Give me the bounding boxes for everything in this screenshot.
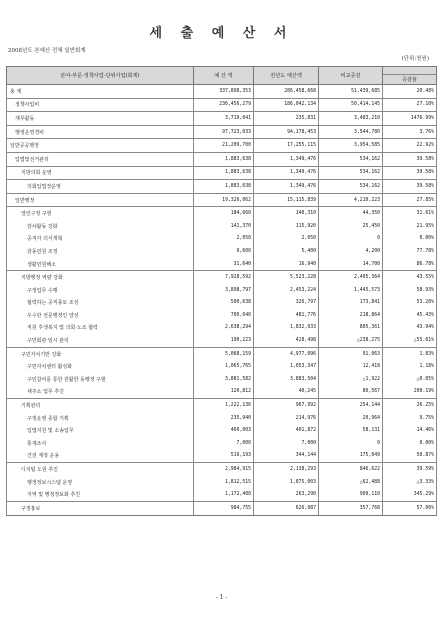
row-label: 구정업무 수행 (27, 287, 58, 294)
row-budget: 337,898,353 (194, 85, 254, 99)
row-rate: 9.75% (383, 412, 437, 425)
row-budget: 3,719,041 (194, 112, 254, 126)
table-row (7, 245, 437, 258)
row-label-cell (7, 309, 194, 322)
row-budget: 500,638 (194, 297, 254, 310)
row-budget: 2,050 (194, 233, 254, 246)
table-row (7, 220, 437, 233)
row-label-cell (7, 166, 194, 180)
row-diff: 357,768 (319, 502, 383, 516)
table-row (7, 85, 437, 99)
row-label: 공직자 의식개혁 (27, 236, 63, 243)
table-row (7, 437, 437, 450)
header-budget: 예 산 액 (194, 67, 254, 85)
row-budget: 236,456,279 (194, 98, 254, 112)
row-rate: 39.58% (383, 152, 437, 166)
row-rate: 57.06% (383, 502, 437, 516)
row-prev-budget: 1,053,347 (254, 360, 319, 373)
table-row (7, 152, 437, 166)
document-title: 세 출 예 산 서 (149, 26, 294, 41)
row-label: 입법지원 및 소송업무 (27, 428, 74, 435)
row-label-cell (7, 180, 194, 194)
row-rate: 43.94% (383, 322, 437, 335)
row-budget: 7,928,592 (194, 271, 254, 284)
row-label-cell (7, 463, 194, 476)
row-budget: 3,898,797 (194, 284, 254, 297)
row-label-cell (7, 399, 194, 412)
row-diff: 4,200 (319, 245, 383, 258)
row-budget: 1,172,400 (194, 488, 254, 501)
row-prev-budget: 1,349,476 (254, 166, 319, 180)
row-rate: 0.00% (383, 233, 437, 246)
row-label-cell (7, 193, 194, 207)
row-diff: 534,162 (319, 180, 383, 194)
row-diff: 58,131 (319, 424, 383, 437)
row-rate: 86.78% (383, 258, 437, 271)
table-row (7, 386, 437, 399)
table-header (7, 67, 437, 85)
row-label: 구민참여를 통한 원활한 동행정 구현 (27, 376, 106, 383)
row-label-cell (7, 139, 194, 153)
table-row (7, 476, 437, 489)
table-row (7, 98, 437, 112)
row-prev-budget: 40,245 (254, 386, 319, 399)
row-budget: 984,755 (194, 502, 254, 516)
table-row (7, 180, 437, 194)
row-label-cell (7, 476, 194, 489)
row-label-cell (7, 412, 194, 425)
row-label-cell (7, 297, 194, 310)
row-label-cell (7, 347, 194, 360)
row-diff: 80,567 (319, 386, 383, 399)
row-prev-budget: 263,290 (254, 488, 319, 501)
row-prev-budget: 2,138,293 (254, 463, 319, 476)
row-rate: 1.18% (383, 360, 437, 373)
row-label: 정책사업비 (15, 102, 40, 109)
row-diff: 175,049 (319, 450, 383, 463)
row-rate: 27.85% (383, 193, 437, 207)
row-prev-budget: 481,776 (254, 309, 319, 322)
row-label-cell (7, 258, 194, 271)
table-row (7, 207, 437, 220)
row-diff: 50,414,145 (319, 98, 383, 112)
row-prev-budget: 401,872 (254, 424, 319, 437)
row-diff: 4,210,223 (319, 193, 383, 207)
unit-label: (단위:천원) (401, 56, 429, 62)
row-diff: △238,275 (319, 334, 383, 347)
row-budget: 1,883,638 (194, 166, 254, 180)
row-prev-budget: 140,310 (254, 207, 319, 220)
row-diff: 1,445,573 (319, 284, 383, 297)
row-label: 협력하는 공직풍토 조성 (27, 300, 79, 307)
document-subtitle: 2008년도 본예산 전체 일반회계 (8, 48, 86, 54)
row-label-cell (7, 245, 194, 258)
row-label-cell (7, 207, 194, 220)
table-row (7, 297, 437, 310)
row-budget: 1,065,765 (194, 360, 254, 373)
row-label-cell (7, 98, 194, 112)
row-label-cell (7, 424, 194, 437)
row-diff: 91,063 (319, 347, 383, 360)
row-diff: 534,162 (319, 152, 383, 166)
row-rate: 20.48% (383, 85, 437, 99)
row-label: 생활민원해소 (27, 261, 56, 268)
row-diff: 51,439,685 (319, 85, 383, 99)
row-label-cell (7, 437, 194, 450)
row-label: 구민자치기반 강화 (21, 351, 62, 358)
row-label: 총 계 (10, 88, 22, 95)
row-label: 우수한 전문행정인 양성 (27, 312, 79, 319)
row-label: 새주소 업무 추진 (27, 389, 64, 396)
table-row (7, 258, 437, 271)
row-prev-budget: 5,523,228 (254, 271, 319, 284)
row-prev-budget: 1,875,003 (254, 476, 319, 489)
row-prev-budget: 186,042,134 (254, 98, 319, 112)
row-prev-budget: 428,498 (254, 334, 319, 347)
row-budget: 190,223 (194, 334, 254, 347)
table-row (7, 424, 437, 437)
row-label: 지방의회 운영 (21, 170, 52, 177)
row-budget: 7,000 (194, 437, 254, 450)
row-rate: 39.58% (383, 180, 437, 194)
row-diff: 0 (319, 233, 383, 246)
table-row (7, 233, 437, 246)
row-rate: 345.29% (383, 488, 437, 501)
row-rate: 3.76% (383, 125, 437, 139)
row-diff: 534,162 (319, 166, 383, 180)
row-label: 행정정보시스템 운영 (27, 479, 73, 486)
header-rate-label: 증감율 (383, 74, 436, 83)
row-prev-budget: 16,940 (254, 258, 319, 271)
table-row (7, 334, 437, 347)
row-label: 일반공공행정 (10, 143, 39, 150)
table-row (7, 322, 437, 335)
row-prev-budget: 1,832,933 (254, 322, 319, 335)
row-label: 건전 재정 운용 (27, 453, 60, 460)
row-prev-budget: 2,453,224 (254, 284, 319, 297)
row-prev-budget: 1,349,476 (254, 152, 319, 166)
row-prev-budget: 235,831 (254, 112, 319, 126)
table-row (7, 412, 437, 425)
row-diff: 2,405,364 (319, 271, 383, 284)
row-prev-budget: 626,987 (254, 502, 319, 516)
row-label: 지방행정 역량 강화 (21, 275, 63, 282)
row-prev-budget: 344,144 (254, 450, 319, 463)
row-rate: 21.95% (383, 220, 437, 233)
row-label: 일반행정 (15, 197, 35, 204)
row-label-cell (7, 271, 194, 284)
row-rate: 58.93% (383, 284, 437, 297)
row-label-cell (7, 334, 194, 347)
row-diff: 218,864 (319, 309, 383, 322)
row-rate: 14.46% (383, 424, 437, 437)
table-row (7, 360, 437, 373)
row-diff: 909,110 (319, 488, 383, 501)
row-label: 디지털 노원 추진 (21, 467, 58, 474)
row-prev-budget: 3,883,504 (254, 373, 319, 386)
row-label: 통계조사 (27, 440, 47, 447)
budget-table (6, 66, 437, 516)
row-budget: 1,222,136 (194, 399, 254, 412)
row-budget: 460,003 (194, 424, 254, 437)
row-diff: 846,622 (319, 463, 383, 476)
row-rate: 27.10% (383, 98, 437, 112)
row-prev-budget: 94,178,453 (254, 125, 319, 139)
row-rate: △3.33% (383, 476, 437, 489)
row-diff: 44,350 (319, 207, 383, 220)
row-budget: 184,660 (194, 207, 254, 220)
row-prev-budget: 286,458,668 (254, 85, 319, 99)
table-body (7, 85, 437, 516)
header-rate (383, 67, 437, 85)
row-budget: 2,638,294 (194, 322, 254, 335)
row-label-cell (7, 322, 194, 335)
row-label-cell (7, 233, 194, 246)
row-diff: 254,144 (319, 399, 383, 412)
row-budget: 3,881,582 (194, 373, 254, 386)
row-label-cell (7, 85, 194, 99)
row-diff: △1,922 (319, 373, 383, 386)
row-rate: 26.25% (383, 399, 437, 412)
row-prev-budget: 214,976 (254, 412, 319, 425)
row-label-cell (7, 112, 194, 126)
row-prev-budget: 4,977,096 (254, 347, 319, 360)
row-rate: 45.43% (383, 309, 437, 322)
row-prev-budget: 7,000 (254, 437, 319, 450)
row-budget: 1,883,638 (194, 152, 254, 166)
row-rate: 77.78% (383, 245, 437, 258)
row-label: 직원 후생복지 및 의회·노조 협력 (27, 325, 98, 332)
row-prev-budget: 2,050 (254, 233, 319, 246)
page-number: - 1 - (215, 594, 228, 601)
row-label: 지역 및 행정정보화 추진 (27, 492, 81, 499)
row-prev-budget: 5,400 (254, 245, 319, 258)
row-budget: 1,812,515 (194, 476, 254, 489)
row-label-cell (7, 152, 194, 166)
row-budget: 5,068,159 (194, 347, 254, 360)
row-label: 의회입법정운영 (27, 183, 61, 190)
table-row (7, 166, 437, 180)
row-budget: 1,883,638 (194, 180, 254, 194)
row-rate: 39.59% (383, 463, 437, 476)
table-row (7, 502, 437, 516)
row-label-cell (7, 360, 194, 373)
row-diff: 3,483,210 (319, 112, 383, 126)
header-diff: 비교증감 (319, 67, 383, 85)
table-row (7, 347, 437, 360)
row-diff: 3,544,780 (319, 125, 383, 139)
row-diff: △62,488 (319, 476, 383, 489)
row-label-cell (7, 502, 194, 516)
row-diff: 0 (319, 437, 383, 450)
table-row (7, 139, 437, 153)
row-rate: 0.00% (383, 437, 437, 450)
table-row (7, 271, 437, 284)
row-label-cell (7, 220, 194, 233)
row-prev-budget: 15,115,839 (254, 193, 319, 207)
row-label: 구정홍보 (21, 505, 41, 512)
row-label-cell (7, 373, 194, 386)
row-budget: 235,940 (194, 412, 254, 425)
row-label: 구민회관 임시 관리 (27, 338, 69, 345)
row-label-cell (7, 284, 194, 297)
row-prev-budget: 326,797 (254, 297, 319, 310)
table-row (7, 463, 437, 476)
row-budget: 700,640 (194, 309, 254, 322)
row-label: 감사활동 강화 (27, 223, 58, 230)
row-label: 감동민원 조정 (27, 248, 58, 255)
row-prev-budget: 17,255,115 (254, 139, 319, 153)
row-rate: 53.20% (383, 297, 437, 310)
row-label: 행정운영경비 (15, 129, 44, 136)
row-diff: 173,841 (319, 297, 383, 310)
header-category: 분야·부문·정책사업·단위사업(회계) (7, 67, 194, 85)
row-label-cell (7, 450, 194, 463)
row-diff: 20,964 (319, 412, 383, 425)
row-budget: 2,984,915 (194, 463, 254, 476)
table-row (7, 399, 437, 412)
row-budget: 31,640 (194, 258, 254, 271)
row-rate: 50.87% (383, 450, 437, 463)
row-label-cell (7, 125, 194, 139)
row-rate: 200.19% (383, 386, 437, 399)
row-rate: 43.55% (383, 271, 437, 284)
row-budget: 9,600 (194, 245, 254, 258)
row-rate: 31.61% (383, 207, 437, 220)
row-budget: 141,370 (194, 220, 254, 233)
header-prev-budget: 전년도 예산액 (254, 67, 319, 85)
row-diff: 805,361 (319, 322, 383, 335)
row-budget: 519,193 (194, 450, 254, 463)
table-row (7, 373, 437, 386)
row-rate: 1.83% (383, 347, 437, 360)
row-budget: 97,723,033 (194, 125, 254, 139)
table-row (7, 284, 437, 297)
row-rate: 39.58% (383, 166, 437, 180)
row-label-cell (7, 386, 194, 399)
table-row (7, 193, 437, 207)
row-label-cell (7, 488, 194, 501)
table-row (7, 488, 437, 501)
row-prev-budget: 967,992 (254, 399, 319, 412)
table-row (7, 112, 437, 126)
table-row (7, 125, 437, 139)
row-rate: △0.05% (383, 373, 437, 386)
row-diff: 12,418 (319, 360, 383, 373)
row-prev-budget: 115,920 (254, 220, 319, 233)
row-diff: 3,954,585 (319, 139, 383, 153)
row-label: 기획관리 (21, 403, 41, 410)
row-label: 입법및선거관리 (15, 156, 49, 163)
row-label: 구민자치센터 활성화 (27, 364, 73, 371)
row-diff: 25,450 (319, 220, 383, 233)
table-row (7, 309, 437, 322)
row-budget: 19,326,062 (194, 193, 254, 207)
row-label: 구정운영 종합 기획 (27, 415, 69, 422)
row-budget: 120,812 (194, 386, 254, 399)
row-prev-budget: 1,349,476 (254, 180, 319, 194)
row-rate: 22.92% (383, 139, 437, 153)
row-label: 열린구정 구현 (21, 211, 52, 218)
row-rate: 1476.99% (383, 112, 437, 126)
row-rate: △55.61% (383, 334, 437, 347)
row-diff: 14,700 (319, 258, 383, 271)
table-row (7, 450, 437, 463)
row-budget: 21,209,700 (194, 139, 254, 153)
row-label: 재무활동 (15, 115, 35, 122)
